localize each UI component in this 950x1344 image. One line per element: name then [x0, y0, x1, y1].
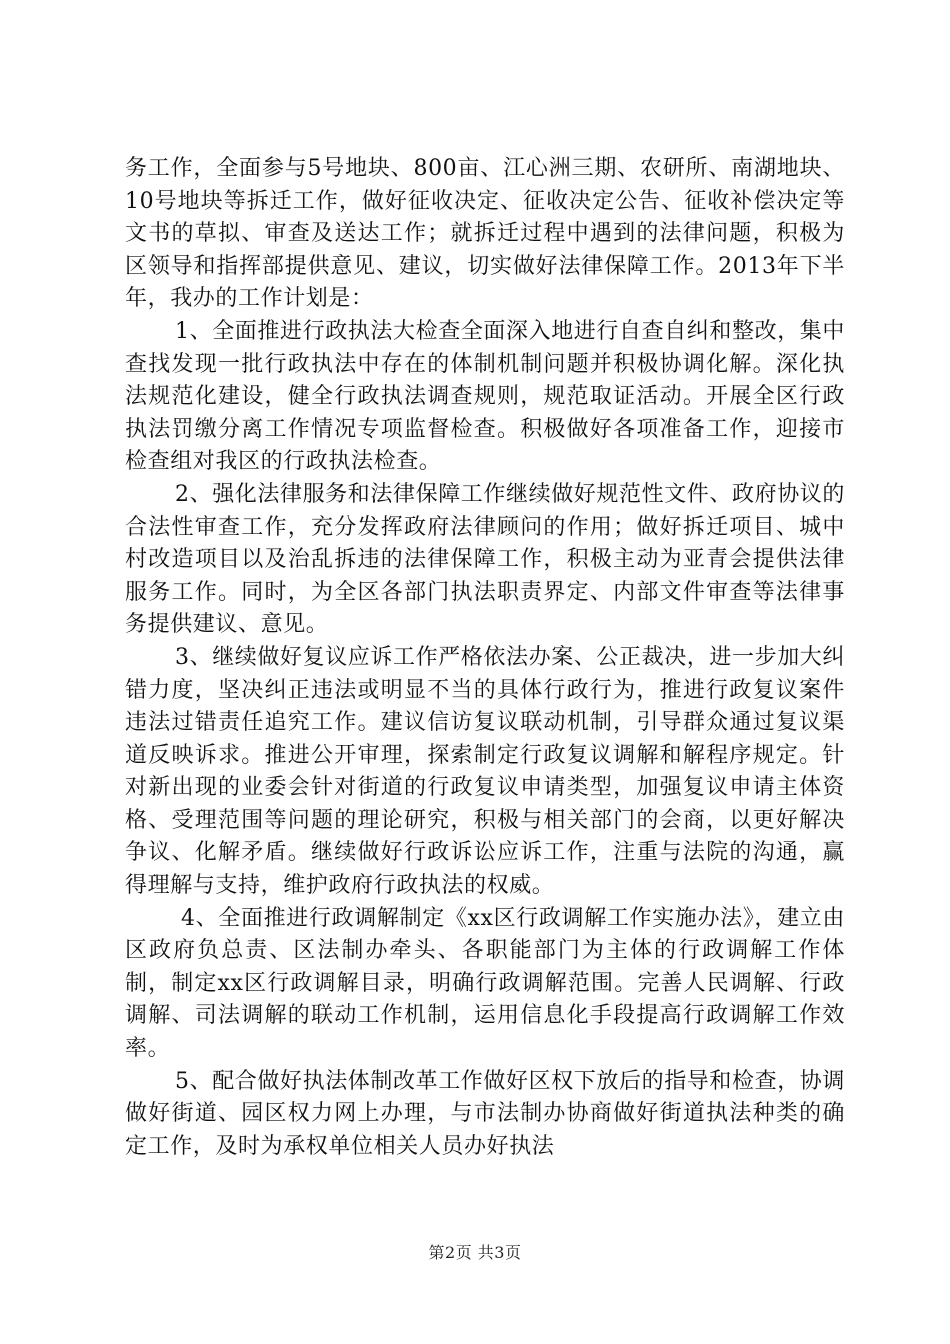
paragraph-item-2: 2、强化法律服务和法律保障工作继续做好规范性文件、政府协议的合法性审查工作，充分发挥政府法律顾问的作用；做好拆迁项目、城中村改造项目以及治乱拆违的法律保障工作，积极主动为亚青会提供法律服务工作。同时，为全区各部门执法职责界定、内部文件审查等法律事务提供建议、意见。: [125, 481, 845, 638]
paragraph-item-4: 4、全面推进行政调解制定《xx区行政调解工作实施办法》，建立由区政府负总责、区法制办牵头、各职能部门为主体的行政调解工作体制，制定xx区行政调解目录，明确行政调解范围。完善人民调解、行政调解、司法调解的联动工作机制，运用信息化手段提高行政调解工作效率。: [125, 905, 845, 1062]
paragraph-item-3: 3、继续做好复议应诉工作严格依法办案、公正裁决，进一步加大纠错力度，坚决纠正违法或明显不当的具体行政行为，推进行政复议案件违法过错责任追究工作。建议信访复议联动机制，引导群众通过复议渠道反映诉求。推进公开审理，探索制定行政复议调解和解程序规定。针对新出现的业委会针对街道的行政复议申请类型，加强复议申请主体资格、受理范围等问题的理论研究，积极与相关部门的会商，以更好解决争议、化解矛盾。继续做好行政诉讼应诉工作，注重与法院的沟通，赢得理解与支持，维护政府行政执法的权威。: [125, 644, 845, 899]
paragraph-item-5: 5、配合做好执法体制改革工作做好区权下放后的指导和检查，协调做好街道、园区权力网上办理，与市法制办协商做好街道执法种类的确定工作，及时为承权单位相关人员办好执法: [125, 1068, 845, 1159]
paragraph-continuation: 务工作，全面参与5号地块、800亩、江心洲三期、农研所、南湖地块、10号地块等拆迁工作，做好征收决定、征收决定公告、征收补偿决定等文书的草拟、审查及送达工作；就拆迁过程中遇到的法律问题，积极为区领导和指挥部提供意见、建议，切实做好法律保障工作。2013年下半年，我办的工作计划是：: [125, 156, 845, 312]
document-body: [125, 153, 845, 1163]
page-footer: 第2页 共3页: [428, 1243, 522, 1262]
paragraph-item-1: 1、全面推进行政执法大检查全面深入地进行自查自纠和整改，集中查找发现一批行政执法中存在的体制机制问题并积极协调化解。深化执法规范化建设，健全行政执法调查规则，规范取证活动。开展全区行政执法罚缴分离工作情况专项监督检查。积极做好各项准备工作，迎接市检查组对我区的行政执法检查。: [125, 318, 845, 475]
